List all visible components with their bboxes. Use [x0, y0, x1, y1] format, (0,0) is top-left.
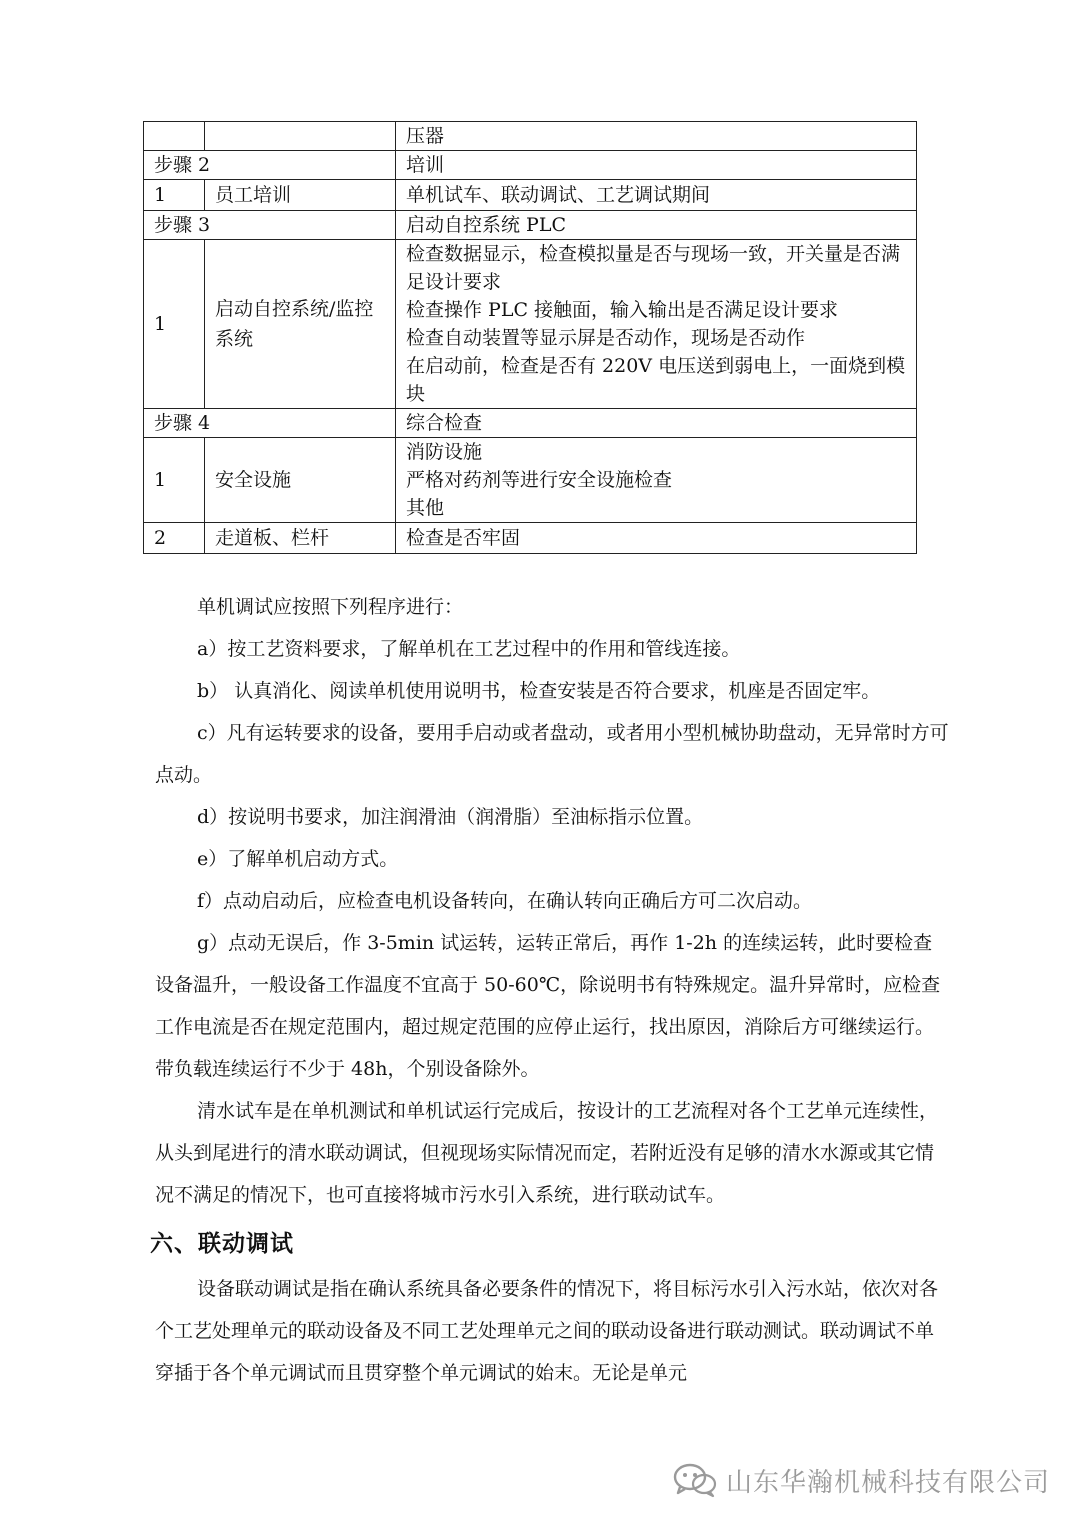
table-row [144, 122, 917, 151]
item-name: 走道板、栏杆 [205, 523, 396, 554]
item-f: f）点动启动后，应检查电机设备转向，在确认转向正确后方可二次启动。 [197, 890, 813, 912]
item-e: e）了解单机启动方式。 [197, 848, 399, 870]
row-number: 1 [144, 438, 205, 523]
table-row [144, 523, 917, 554]
watermark [672, 1460, 1050, 1500]
content-line: 培训 [406, 154, 445, 176]
item-c: c）凡有运转要求的设备，要用手启动或者盘动，或者用小型机械协助盘动，无异常时方可点动。 [155, 722, 949, 786]
content-line: 启动自控系统 PLC [406, 214, 566, 236]
item-name: 安全设施 [205, 438, 396, 523]
table-row [144, 151, 917, 180]
content-line: 单机试车、联动调试、工艺调试期间 [406, 184, 711, 206]
item-content [396, 523, 917, 554]
item-b: b） 认真消化、阅读单机使用说明书，检查安装是否符合要求，机座是否固定牢。 [197, 680, 881, 702]
steps-table [143, 121, 917, 554]
table-row [144, 240, 917, 409]
row-number [144, 122, 205, 151]
item-content [396, 180, 917, 211]
item-content [396, 240, 917, 409]
content-line: 检查自动装置等显示屏是否动作，现场是否动作 [406, 327, 806, 349]
item-content [396, 211, 917, 240]
content-line: 综合检查 [406, 412, 483, 434]
table-row [144, 211, 917, 240]
intro-paragraph: 单机调试应按照下列程序进行： [197, 596, 464, 618]
content-line: 检查操作 PLC 接触面，输入输出是否满足设计要求 [406, 299, 839, 321]
step-label: 步骤 3 [144, 211, 396, 240]
table-row [144, 409, 917, 438]
content-line: 严格对药剂等进行安全设施检查 [406, 469, 673, 491]
content-line: 检查数据显示，检查模拟量是否与现场一致，开关量是否满足设计要求 [406, 243, 901, 293]
table-row [144, 180, 917, 211]
section-body: 设备联动调试是指在确认系统具备必要条件的情况下，将目标污水引入污水站，依次对各个工艺处理单元的联动设备及不同工艺处理单元之间的联动设备进行联动测试。联动调试不单穿插于各个单元调试而且贯穿整个单元调试的始末。无论是单元 [155, 1278, 939, 1384]
item-g: g）点动无误后，作 3-5min 试运转，运转正常后，再作 1-2h 的连续运转，此时要检查设备温升，一般设备工作温度不宜高于 50-60℃，除说明书有特殊规定。温升异常时，应检查工作电流是否在规定范围内，超过规定范围的应停止运行，找出原因，消除后方可继续运行。带负载连续运行不少于 48h，个别设备除外。 [155, 932, 941, 1080]
content-line: 在启动前，检查是否有 220V 电压送到弱电上，一面烧到模块 [406, 355, 906, 405]
item-name [205, 122, 396, 151]
item-name: 员工培训 [205, 180, 396, 211]
item-a: a）按工艺资料要求，了解单机在工艺过程中的作用和管线连接。 [197, 638, 741, 660]
row-number: 2 [144, 523, 205, 554]
clear-water-paragraph: 清水试车是在单机测试和单机试运行完成后，按设计的工艺流程对各个工艺单元连续性，从头到尾进行的清水联动调试，但视现场实际情况而定，若附近没有足够的清水水源或其它情况不满足的情况下，也可直接将城市污水引入系统，进行联动试车。 [155, 1100, 939, 1206]
wechat-icon [672, 1462, 718, 1498]
step-label: 步骤 4 [144, 409, 396, 438]
section-heading: 六、联动调试 [150, 1231, 294, 1257]
row-number: 1 [144, 240, 205, 409]
content-line: 压器 [406, 125, 445, 147]
watermark-text: 山东华瀚机械科技有限公司 [726, 1467, 1051, 1498]
table-row [144, 438, 917, 523]
content-line: 消防设施 [406, 441, 483, 463]
item-content [396, 409, 917, 438]
step-label: 步骤 2 [144, 151, 396, 180]
content-line: 检查是否牢固 [406, 527, 521, 549]
item-content [396, 438, 917, 523]
item-d: d）按说明书要求，加注润滑油（润滑脂）至油标指示位置。 [197, 806, 704, 828]
row-number: 1 [144, 180, 205, 211]
item-name: 启动自控系统/监控系统 [205, 240, 396, 409]
item-content [396, 122, 917, 151]
item-content [396, 151, 917, 180]
content-line: 其他 [406, 497, 445, 519]
